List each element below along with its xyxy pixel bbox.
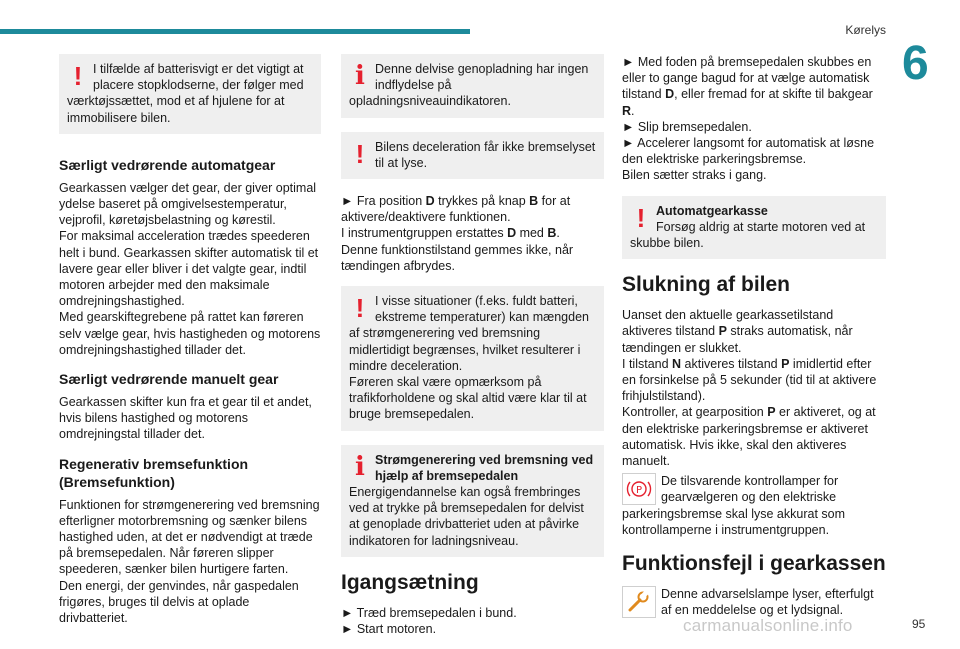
text-line: [622, 307, 886, 356]
text-run: for at aktivere/deaktivere funktionen.: [341, 194, 571, 225]
column-1: [59, 54, 321, 638]
text-run: .: [631, 103, 635, 118]
text-run: I instrumentgruppen erstattes: [341, 226, 508, 241]
text-line: [622, 54, 886, 119]
note-text: Denne delvise genopladning har ingen indflydelse på opladningsniveauindikatoren.: [349, 62, 589, 109]
text-line: Funktionen for strømgenerering ved bremsning efterligner motorbremsning og sænker bilens hastighed uden, at det er nødvendigt at træde på bremsepedalen. Når føreren slipper speederen, sænker bilen hurtigere farten.: [59, 497, 320, 577]
text-run: R: [622, 103, 632, 118]
note-text: Forsøg aldrig at starte motoren ved at skubbe bilen.: [630, 219, 866, 251]
text-line: [622, 404, 886, 469]
heading-start: Igangsætning: [341, 570, 479, 594]
warning-exclamation-icon: !: [355, 293, 365, 324]
note-title: Automatgearkasse: [656, 203, 768, 218]
text-run: B: [547, 226, 557, 241]
text-line: ► Start motoren.: [341, 622, 437, 637]
start-steps: [341, 605, 604, 637]
heading-manual: Særligt vedrørende manuelt gear: [59, 371, 279, 388]
parking-lamp-paragraph: [622, 473, 886, 538]
text-run: B: [529, 194, 539, 209]
warning-exclamation-icon: !: [73, 61, 83, 91]
info-note: [341, 445, 604, 557]
heading-gearbox-fault: Funktionsfejl i gearkassen: [622, 552, 886, 576]
warning-note: [341, 286, 604, 431]
note-text: I tilfælde af batterisvigt er det vigtigt at placere stopklodserne, der følger med værktøjssættet, mod et af hjulene for at immobilisere bilen.: [67, 62, 304, 125]
watermark: carmanualsonline.info: [683, 616, 853, 635]
note-title: Strømgenerering ved bremsning ved hjælp af bremsepedalen: [375, 452, 594, 483]
text-run: straks automatisk, når tændingen er slukket.: [622, 324, 853, 355]
warning-note: [622, 196, 886, 260]
note-text: De tilsvarende kontrollamper for gearvælgeren og den elektriske parkeringsbremse skal lyse akkurat som kontrollamperne i instrumentgruppen.: [622, 474, 845, 537]
text-run: er aktiveret, og at den elektriske parkeringsbremse er aktiveret automatisk. Hvis ikke, skal den aktiveres manuelt.: [622, 405, 876, 469]
text-line: [341, 193, 604, 225]
warning-exclamation-icon: !: [636, 202, 646, 233]
paragraph-regen: [59, 497, 321, 627]
paragraph-switch-off: [622, 307, 886, 469]
text-run: I tilstand: [622, 356, 673, 371]
text-run: D: [425, 194, 435, 209]
text-run: Kontroller, at gearposition: [622, 405, 768, 420]
text-run: ► Fra position: [341, 194, 426, 209]
text-line: Gearkassen vælger det gear, der giver optimal ydelse baseret på omgivelsestemperatur, vejprofil, køretøjsbelastning og kørestil.: [59, 180, 317, 228]
wrench-warning-icon: [622, 586, 656, 618]
warning-exclamation-icon: !: [355, 138, 365, 169]
info-note: [341, 54, 604, 118]
text-run: D: [665, 87, 675, 102]
warning-note: [341, 132, 604, 179]
header-accent-bar: [0, 29, 470, 34]
text-run: P: [718, 324, 727, 339]
svg-text:P: P: [635, 485, 643, 497]
text-run: , eller fremad for at skifte til bakgear: [674, 87, 873, 102]
heading-automatic: Særligt vedrørende automatgear: [59, 156, 276, 173]
warning-note: [59, 54, 321, 134]
text-run: Uanset den aktuelle gearkassetilstand aktiveres tilstand: [622, 308, 834, 339]
note-text: Energigendannelse kan også frembringes ved at trykke på bremsepedalen for delvist at genoplade drivbatteriet uden at påvirke indikatoren for ladningsniveau.: [349, 485, 584, 548]
text-line: Bilen sætter straks i gang.: [622, 168, 767, 183]
fault-paragraph: [622, 586, 886, 618]
heading-regen: Regenerativ bremsefunktion (Bremsefunktion): [59, 455, 249, 490]
text-line: ► Accelerer langsomt for automatisk at løsne den elektriske parkeringsbremse.: [622, 136, 875, 167]
text-run: ► Med foden på bremsepedalen skubbes en eller to gange bagud for at vælge automatisk tilstand: [622, 55, 872, 102]
paragraph-manual: Gearkassen skifter kun fra et gear til et andet, hvis bilens hastighed og motorens omdrejningstal tillader det.: [59, 395, 312, 442]
info-i-icon: i: [355, 451, 365, 482]
text-run: P: [767, 405, 776, 420]
text-run: trykkes på knap: [434, 194, 530, 209]
text-run: imidlertid efter en forsinkelse på 5 sekunder (tid til at aktivere frihjulstilstand).: [622, 356, 877, 404]
text-run: .: [556, 226, 560, 241]
text-run: P: [781, 356, 790, 371]
parking-brake-icon: [622, 473, 656, 505]
text-line: For maksimal acceleration trædes speederen helt i bund. Gearkassen skifter automatisk til et lavere gear eller bliver i det valgte gear, indtil motoren arbejder med den maksimale omdrejningshastighed.: [59, 229, 319, 309]
text-line: [341, 225, 604, 241]
column-3: [622, 54, 886, 618]
note-text: Bilens deceleration får ikke bremselyset til at lyse.: [375, 139, 596, 170]
chapter-title: Kørelys: [845, 23, 886, 37]
paragraph-automatic: [59, 180, 321, 358]
text-line: ► Træd bremsepedalen i bund.: [341, 605, 517, 620]
text-line: [622, 356, 886, 405]
heading-switch-off: Slukning af bilen: [622, 273, 791, 297]
text-run: aktiveres tilstand: [681, 356, 782, 371]
chapter-number: 6: [902, 37, 929, 90]
paragraph-start-steps: [622, 54, 886, 184]
text-line: ► Slip bremsepedalen.: [622, 119, 752, 134]
note-text: I visse situationer (f.eks. fuldt batteri, ekstreme temperaturer) kan mængden af strømgenerering ved bremsning midlertidigt begrænses, hvilket resulterer i mindre deceleration.: [349, 294, 589, 373]
page-number: 95: [912, 617, 926, 631]
text-run: D: [507, 226, 517, 241]
text-line: Denne funktionstilstand gemmes ikke, når tændingen afbrydes.: [341, 242, 574, 273]
text-line: Med gearskiftegrebene på rattet kan føreren selv vælge gear, hvis hastigheden og motorens omdrejningshastighed tillader det.: [59, 310, 321, 357]
info-i-icon: i: [355, 61, 365, 91]
note-text: Føreren skal være opmærksom på trafikforholdene og skal altid være klar til at bruge bremsepedalen.: [349, 375, 587, 422]
text-run: N: [672, 356, 682, 371]
text-line: Den energi, der genvindes, når gaspedalen frigøres, bruges til delvis at oplade drivbatteriet.: [59, 578, 299, 626]
paragraph-b-mode: [341, 193, 604, 274]
column-2: [341, 54, 604, 649]
note-text: Denne advarselslampe lyser, efterfulgt af en meddelelse og et lydsignal.: [661, 587, 874, 618]
text-run: med: [516, 226, 548, 241]
